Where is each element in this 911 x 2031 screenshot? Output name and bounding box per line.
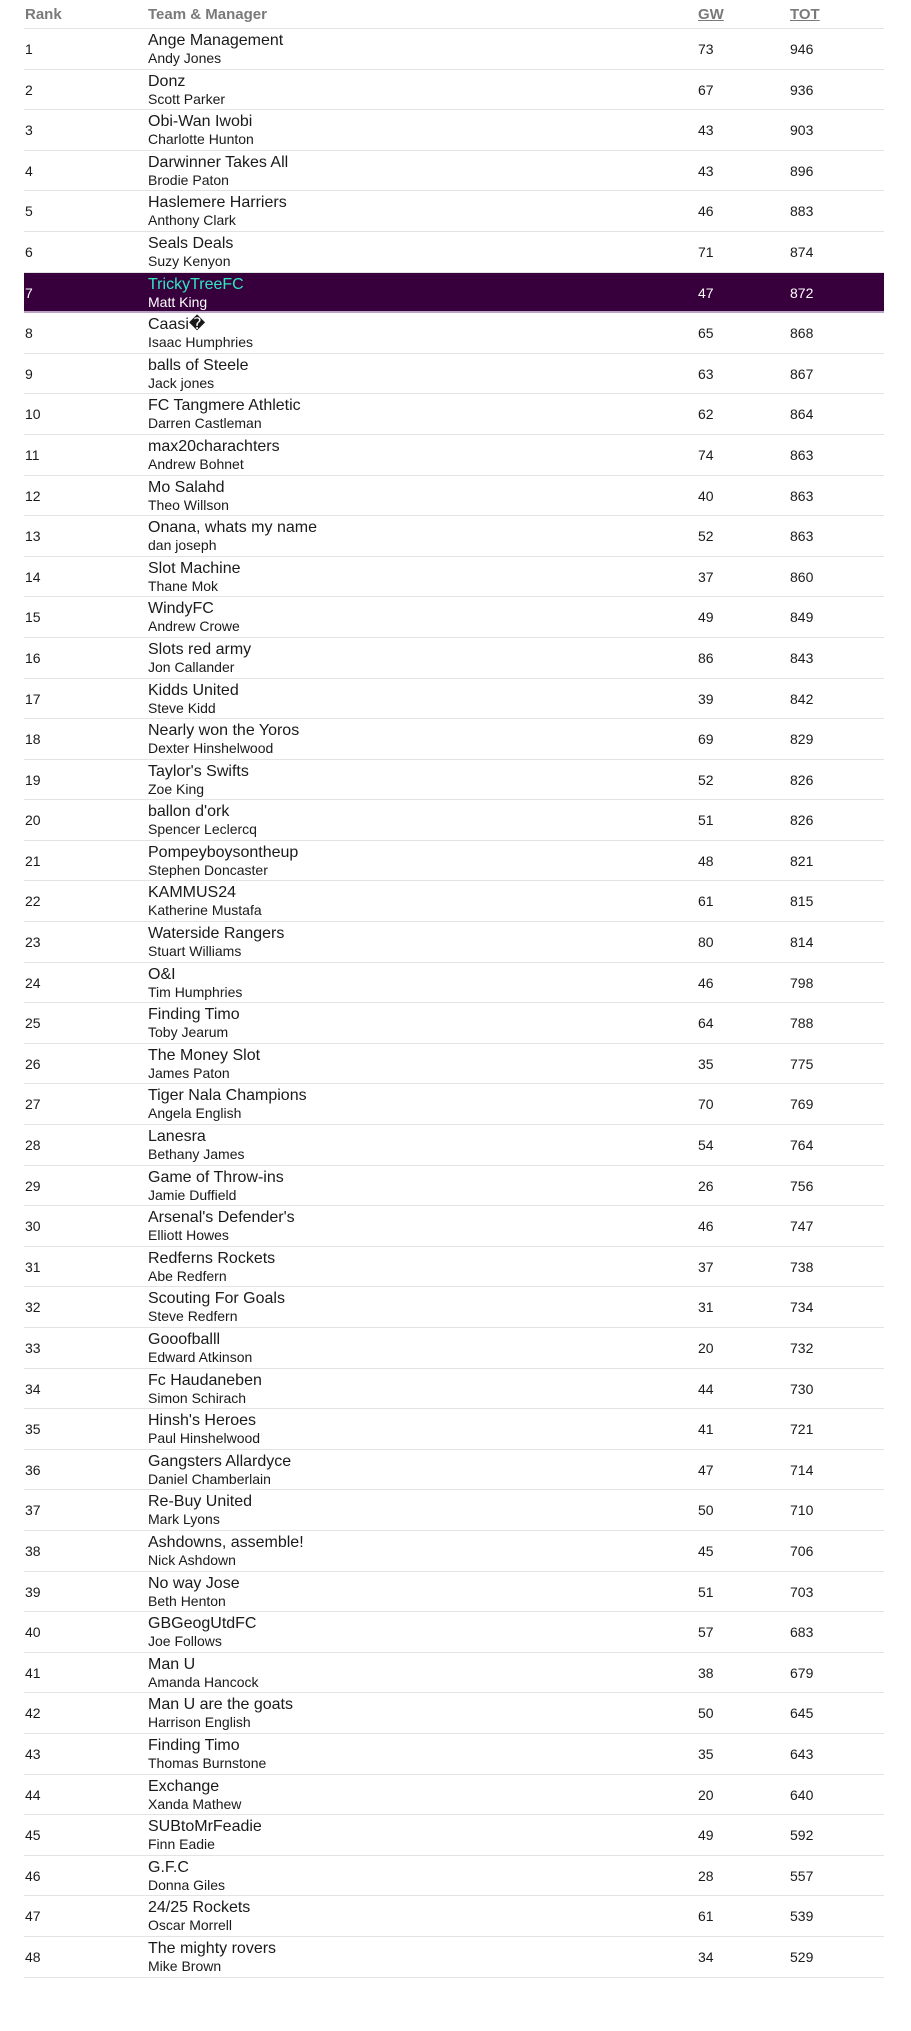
manager-name: Dexter Hinshelwood: [148, 740, 274, 757]
rank-cell: 7: [25, 284, 33, 301]
rank-cell: 1: [25, 41, 33, 57]
manager-name: Simon Schirach: [148, 1389, 247, 1406]
total-points-cell: 826: [790, 812, 814, 829]
gw-points-cell: 20: [698, 1786, 714, 1803]
table-row[interactable]: [24, 1287, 884, 1328]
total-points-cell: 821: [790, 852, 814, 869]
manager-name: Elliott Howes: [148, 1227, 229, 1244]
manager-name: Andrew Bohnet: [148, 455, 244, 472]
table-row[interactable]: [24, 800, 884, 841]
gw-points-cell: 26: [698, 1177, 714, 1194]
team-name-link[interactable]: Caasi�: [148, 316, 206, 334]
table-row[interactable]: [24, 922, 884, 963]
gw-points-cell: 35: [698, 1055, 714, 1072]
team-name-link[interactable]: Finding Timo: [148, 1006, 240, 1024]
gw-column-header[interactable]: GW: [698, 6, 724, 23]
table-row[interactable]: [24, 1166, 884, 1207]
total-points-cell: 703: [790, 1583, 814, 1600]
rank-cell: 4: [25, 162, 33, 179]
table-row[interactable]: [24, 1044, 884, 1085]
rank-cell: 35: [25, 1421, 41, 1438]
team-name-link[interactable]: Seals Deals: [148, 234, 234, 252]
gw-points-cell: 28: [698, 1867, 714, 1884]
rank-cell: 5: [25, 203, 33, 220]
table-row[interactable]: [24, 1572, 884, 1613]
total-points-cell: 860: [790, 568, 814, 585]
gw-points-cell: 37: [698, 1258, 714, 1275]
team-name-link[interactable]: balls of Steele: [148, 356, 249, 374]
total-points-cell: 640: [790, 1786, 814, 1803]
table-row[interactable]: [24, 841, 884, 882]
manager-name: Katherine Mustafa: [148, 902, 262, 919]
manager-name: Zoe King: [148, 780, 205, 797]
team-name-link[interactable]: Lanesra: [148, 1128, 206, 1146]
team-name-link[interactable]: No way Jose: [148, 1574, 240, 1592]
team-manager-column-header: Team & Manager: [148, 6, 267, 23]
manager-name: Angela English: [148, 1105, 242, 1122]
table-row[interactable]: [24, 638, 884, 679]
table-header: [24, 0, 884, 29]
team-name-link[interactable]: 24/25 Rockets: [148, 1899, 251, 1917]
manager-name: Jack jones: [148, 374, 215, 391]
rank-cell: 34: [25, 1380, 41, 1397]
manager-name: Andy Jones: [148, 50, 222, 66]
table-row[interactable]: [24, 1369, 884, 1410]
table-row[interactable]: [24, 1084, 884, 1125]
rank-cell: 10: [25, 406, 41, 423]
gw-points-cell: 46: [698, 1218, 714, 1235]
table-row[interactable]: [24, 1328, 884, 1369]
team-name-link[interactable]: Waterside Rangers: [148, 925, 285, 943]
team-name-link[interactable]: Man U are the goats: [148, 1696, 293, 1714]
manager-name: Stephen Doncaster: [148, 861, 268, 878]
table-row[interactable]: [24, 476, 884, 517]
table-row[interactable]: [24, 1125, 884, 1166]
table-row[interactable]: [24, 963, 884, 1004]
rank-cell: 3: [25, 122, 33, 139]
team-name-link[interactable]: Pompeyboysontheup: [148, 843, 299, 861]
table-row[interactable]: [24, 1896, 884, 1937]
total-points-cell: 539: [790, 1908, 814, 1925]
table-row[interactable]: [24, 313, 884, 354]
table-row[interactable]: [24, 1815, 884, 1856]
gw-points-cell: 51: [698, 1583, 714, 1600]
gw-points-cell: 41: [698, 1421, 714, 1438]
total-points-cell: 645: [790, 1705, 814, 1722]
total-points-cell: 826: [790, 771, 814, 788]
team-name-link[interactable]: Obi-Wan Iwobi: [148, 113, 253, 131]
rank-cell: 27: [25, 1096, 41, 1113]
team-name-link[interactable]: The mighty rovers: [148, 1939, 277, 1957]
manager-name: Thane Mok: [148, 577, 219, 594]
manager-name: Isaac Humphries: [148, 334, 254, 351]
team-name-link[interactable]: Finding Timo: [148, 1736, 240, 1754]
gw-points-cell: 20: [698, 1340, 714, 1356]
manager-name: Mark Lyons: [148, 1511, 220, 1528]
rank-cell: 15: [25, 609, 41, 626]
total-points-cell: 764: [790, 1137, 814, 1154]
manager-name: James Paton: [148, 1064, 230, 1081]
gw-points-cell: 54: [698, 1137, 714, 1154]
gw-points-cell: 74: [698, 446, 714, 463]
total-points-cell: 863: [790, 446, 814, 463]
total-points-cell: 864: [790, 406, 814, 423]
total-points-cell: 730: [790, 1380, 814, 1397]
rank-cell: 33: [25, 1340, 41, 1356]
table-row[interactable]: [24, 557, 884, 598]
rank-cell: 6: [25, 243, 33, 260]
manager-name: Mike Brown: [148, 1957, 222, 1974]
total-points-cell: 557: [790, 1867, 814, 1884]
manager-name: Finn Eadie: [148, 1836, 215, 1853]
rank-cell: 41: [25, 1664, 41, 1681]
rank-cell: 31: [25, 1258, 41, 1275]
rank-cell: 45: [25, 1827, 41, 1844]
total-points-cell: 842: [790, 690, 814, 707]
manager-name: Scott Parker: [148, 90, 226, 107]
team-name-link[interactable]: Ashdowns, assemble!: [148, 1533, 304, 1551]
rank-cell: 16: [25, 649, 41, 666]
table-row[interactable]: [24, 1937, 884, 1978]
total-points-cell: 756: [790, 1177, 814, 1194]
manager-name: Anthony Clark: [148, 212, 236, 229]
total-points-cell: 874: [790, 243, 814, 260]
team-name-link[interactable]: Fc Haudaneben: [148, 1371, 262, 1389]
manager-name: Jon Callander: [148, 658, 235, 675]
total-points-cell: 734: [790, 1299, 814, 1316]
gw-points-cell: 57: [698, 1624, 714, 1641]
team-name-link[interactable]: Redferns Rockets: [148, 1249, 276, 1267]
rank-column-header: Rank: [25, 6, 62, 23]
gw-points-cell: 37: [698, 568, 714, 585]
rank-cell: 23: [25, 934, 41, 951]
total-points-cell: 732: [790, 1340, 814, 1356]
total-points-cell: 788: [790, 1015, 814, 1032]
gw-points-cell: 65: [698, 325, 714, 342]
team-name-link[interactable]: SUBtoMrFeadie: [148, 1818, 262, 1836]
gw-points-cell: 64: [698, 1015, 714, 1032]
gw-points-cell: 45: [698, 1542, 714, 1559]
gw-points-cell: 67: [698, 81, 714, 98]
total-points-cell: 896: [790, 162, 814, 179]
gw-points-cell: 40: [698, 487, 714, 504]
team-name-link[interactable]: Onana, whats my name: [148, 519, 317, 537]
gw-points-cell: 86: [698, 649, 714, 666]
table-row[interactable]: [24, 719, 884, 760]
rank-cell: 24: [25, 974, 41, 991]
table-row[interactable]: [24, 1490, 884, 1531]
gw-points-cell: 49: [698, 609, 714, 626]
manager-name: Abe Redfern: [148, 1267, 227, 1284]
team-name-link[interactable]: Re-Buy United: [148, 1493, 253, 1511]
table-row[interactable]: [24, 1247, 884, 1288]
table-row[interactable]: [24, 1856, 884, 1897]
total-points-cell: 815: [790, 893, 814, 910]
team-name-link[interactable]: Nearly won the Yoros: [148, 722, 300, 740]
team-name-link[interactable]: Scouting For Goals: [148, 1290, 285, 1308]
table-row[interactable]: [24, 29, 884, 70]
table-row[interactable]: [24, 1409, 884, 1450]
rank-cell: 11: [25, 446, 40, 463]
manager-name: Harrison English: [148, 1714, 251, 1731]
team-name-link[interactable]: KAMMUS24: [148, 884, 237, 902]
team-name-link[interactable]: Taylor's Swifts: [148, 762, 249, 780]
rank-cell: 22: [25, 893, 41, 910]
rank-cell: 28: [25, 1137, 41, 1154]
total-points-cell: 872: [790, 284, 814, 301]
gw-points-cell: 31: [698, 1299, 714, 1316]
manager-name: Theo Willson: [148, 496, 229, 513]
table-row[interactable]: [24, 1693, 884, 1734]
table-row[interactable]: [24, 881, 884, 922]
rank-cell: 25: [25, 1015, 41, 1032]
rank-cell: 9: [25, 365, 33, 382]
rank-cell: 40: [25, 1624, 41, 1641]
team-name-link[interactable]: GBGeogUtdFC: [148, 1615, 257, 1633]
table-row[interactable]: [24, 760, 884, 801]
table-row[interactable]: [24, 1003, 884, 1044]
table-row[interactable]: [24, 1531, 884, 1572]
manager-name: dan joseph: [148, 537, 217, 554]
team-name-link[interactable]: Slots red army: [148, 640, 252, 658]
table-row[interactable]: [24, 1206, 884, 1247]
team-name-link[interactable]: WindyFC: [148, 600, 214, 618]
rank-cell: 38: [25, 1542, 41, 1559]
manager-name: Donna Giles: [148, 1876, 226, 1893]
total-points-cell: 769: [790, 1096, 814, 1113]
rank-cell: 8: [25, 325, 33, 342]
manager-name: Matt King: [148, 293, 208, 310]
gw-points-cell: 48: [698, 852, 714, 869]
total-points-cell: 714: [790, 1461, 814, 1478]
team-name-link[interactable]: Gangsters Allardyce: [148, 1452, 292, 1470]
team-name-link[interactable]: O&I: [148, 965, 176, 983]
gw-points-cell: 34: [698, 1948, 714, 1965]
team-name-link[interactable]: Kidds United: [148, 681, 239, 699]
team-name-link[interactable]: FC Tangmere Athletic: [148, 397, 301, 415]
table-row[interactable]: [24, 151, 884, 192]
table-row[interactable]: [24, 435, 884, 476]
gw-points-cell: 71: [698, 243, 714, 260]
rank-cell: 43: [25, 1745, 41, 1762]
gw-points-cell: 69: [698, 731, 714, 748]
team-name-link[interactable]: Gooofballl: [148, 1331, 221, 1348]
team-name-link[interactable]: Haslemere Harriers: [148, 194, 287, 212]
manager-name: Xanda Mathew: [148, 1795, 242, 1812]
gw-points-cell: 44: [698, 1380, 714, 1397]
gw-points-cell: 46: [698, 974, 714, 991]
gw-points-cell: 61: [698, 893, 714, 910]
manager-name: Amanda Hancock: [148, 1673, 259, 1690]
rank-cell: 26: [25, 1055, 41, 1072]
manager-name: Darren Castleman: [148, 415, 262, 432]
total-points-cell: 592: [790, 1827, 814, 1844]
gw-points-cell: 73: [698, 41, 714, 57]
total-points-cell: 529: [790, 1948, 814, 1965]
manager-name: Spencer Leclercq: [148, 821, 257, 838]
total-points-cell: 775: [790, 1055, 814, 1072]
table-row[interactable]: [24, 1775, 884, 1816]
rank-cell: 44: [25, 1786, 41, 1803]
total-points-cell: 829: [790, 731, 814, 748]
team-name-link[interactable]: Mo Salahd: [148, 478, 225, 496]
total-points-cell: 936: [790, 81, 814, 98]
total-points-cell: 843: [790, 649, 814, 666]
team-name-link[interactable]: Ange Management: [148, 32, 284, 49]
total-points-cell: 683: [790, 1624, 814, 1641]
table-row[interactable]: [24, 679, 884, 720]
manager-name: Toby Jearum: [148, 1024, 229, 1041]
gw-points-cell: 50: [698, 1502, 714, 1519]
table-row[interactable]: [24, 70, 884, 111]
rank-cell: 48: [25, 1948, 41, 1965]
rank-cell: 14: [25, 568, 41, 585]
manager-name: Thomas Burnstone: [148, 1754, 267, 1771]
total-points-cell: 706: [790, 1542, 814, 1559]
table-body: [24, 29, 884, 1978]
team-name-link[interactable]: G.F.C: [148, 1858, 189, 1876]
manager-name: Paul Hinshelwood: [148, 1430, 261, 1447]
rank-cell: 46: [25, 1867, 41, 1884]
manager-name: Brodie Paton: [148, 171, 229, 188]
gw-points-cell: 43: [698, 162, 714, 179]
total-points-cell: 863: [790, 528, 814, 545]
rank-cell: 18: [25, 731, 41, 748]
table-row[interactable]: [24, 1612, 884, 1653]
total-points-cell: 883: [790, 203, 814, 220]
team-name-link[interactable]: Darwinner Takes All: [148, 153, 289, 171]
team-name-link[interactable]: max20charachters: [148, 437, 280, 455]
table-row[interactable]: [24, 110, 884, 151]
rank-cell: 36: [25, 1461, 41, 1478]
gw-points-cell: 61: [698, 1908, 714, 1925]
total-points-cell: 849: [790, 609, 814, 626]
table-row[interactable]: [24, 1734, 884, 1775]
rank-cell: 13: [25, 528, 41, 545]
table-row[interactable]: [24, 1450, 884, 1491]
gw-points-cell: 47: [698, 284, 714, 301]
gw-points-cell: 70: [698, 1096, 714, 1113]
total-points-cell: 863: [790, 487, 814, 504]
rank-cell: 17: [25, 690, 41, 707]
team-name-link[interactable]: Man U: [148, 1655, 196, 1673]
gw-points-cell: 51: [698, 812, 714, 829]
rank-cell: 32: [25, 1299, 41, 1316]
team-name-link[interactable]: Tiger Nala Champions: [148, 1087, 307, 1105]
rank-cell: 12: [25, 487, 41, 504]
team-name-link[interactable]: Hinsh's Heroes: [148, 1412, 256, 1430]
gw-points-cell: 46: [698, 203, 714, 220]
total-points-cell: 903: [790, 122, 814, 139]
manager-name: Steve Kidd: [148, 699, 216, 716]
team-name-link[interactable]: Arsenal's Defender's: [148, 1209, 295, 1227]
team-name-link[interactable]: Exchange: [148, 1777, 220, 1795]
tot-column-header[interactable]: TOT: [790, 6, 820, 23]
manager-name: Steve Redfern: [148, 1308, 238, 1325]
total-points-cell: 747: [790, 1218, 814, 1235]
team-name-link[interactable]: Donz: [148, 72, 186, 90]
table-row[interactable]: [24, 597, 884, 638]
manager-name: Stuart Williams: [148, 943, 242, 960]
manager-name: Tim Humphries: [148, 983, 243, 1000]
team-name-link[interactable]: Slot Machine: [148, 559, 241, 577]
rank-cell: 29: [25, 1177, 41, 1194]
table-row[interactable]: [24, 1653, 884, 1694]
gw-points-cell: 80: [698, 934, 714, 951]
team-name-link[interactable]: TrickyTreeFC: [148, 275, 244, 293]
table-row-highlighted[interactable]: [24, 273, 884, 314]
manager-name: Jamie Duffield: [148, 1186, 237, 1203]
total-points-cell: 946: [790, 41, 814, 57]
team-name-link[interactable]: ballon d'ork: [148, 803, 230, 821]
gw-points-cell: 62: [698, 406, 714, 423]
league-standings-table: [24, 0, 884, 1978]
manager-name: Beth Henton: [148, 1592, 226, 1609]
table-row[interactable]: [24, 516, 884, 557]
total-points-cell: 868: [790, 325, 814, 342]
manager-name: Suzy Kenyon: [148, 252, 231, 269]
manager-name: Bethany James: [148, 1146, 245, 1163]
rank-cell: 21: [25, 852, 41, 869]
gw-points-cell: 52: [698, 771, 714, 788]
rank-cell: 19: [25, 771, 41, 788]
manager-name: Joe Follows: [148, 1633, 222, 1650]
table-row[interactable]: [24, 232, 884, 273]
table-row[interactable]: [24, 354, 884, 395]
rank-cell: 47: [25, 1908, 41, 1925]
gw-points-cell: 35: [698, 1745, 714, 1762]
manager-name: Edward Atkinson: [148, 1349, 253, 1365]
rank-cell: 2: [25, 81, 33, 98]
gw-points-cell: 63: [698, 365, 714, 382]
total-points-cell: 721: [790, 1421, 814, 1438]
rank-cell: 37: [25, 1502, 41, 1519]
rank-cell: 39: [25, 1583, 41, 1600]
rank-cell: 20: [25, 812, 41, 829]
total-points-cell: 814: [790, 934, 814, 951]
total-points-cell: 738: [790, 1258, 814, 1275]
manager-name: Oscar Morrell: [148, 1917, 233, 1934]
gw-points-cell: 49: [698, 1827, 714, 1844]
gw-points-cell: 39: [698, 690, 714, 707]
manager-name: Andrew Crowe: [148, 618, 240, 635]
manager-name: Charlotte Hunton: [148, 131, 254, 148]
gw-points-cell: 38: [698, 1664, 714, 1681]
gw-points-cell: 47: [698, 1461, 714, 1478]
gw-points-cell: 50: [698, 1705, 714, 1722]
manager-name: Daniel Chamberlain: [148, 1470, 271, 1487]
rank-cell: 42: [25, 1705, 41, 1722]
team-name-link[interactable]: Game of Throw-ins: [148, 1168, 284, 1186]
total-points-cell: 798: [790, 974, 814, 991]
total-points-cell: 867: [790, 365, 814, 382]
manager-name: Nick Ashdown: [148, 1551, 236, 1568]
total-points-cell: 679: [790, 1664, 814, 1681]
team-name-link[interactable]: The Money Slot: [148, 1046, 261, 1064]
gw-points-cell: 43: [698, 122, 714, 139]
rank-cell: 30: [25, 1218, 41, 1235]
total-points-cell: 643: [790, 1745, 814, 1762]
table-row[interactable]: [24, 191, 884, 232]
total-points-cell: 710: [790, 1502, 814, 1519]
gw-points-cell: 52: [698, 528, 714, 545]
table-row[interactable]: [24, 394, 884, 435]
